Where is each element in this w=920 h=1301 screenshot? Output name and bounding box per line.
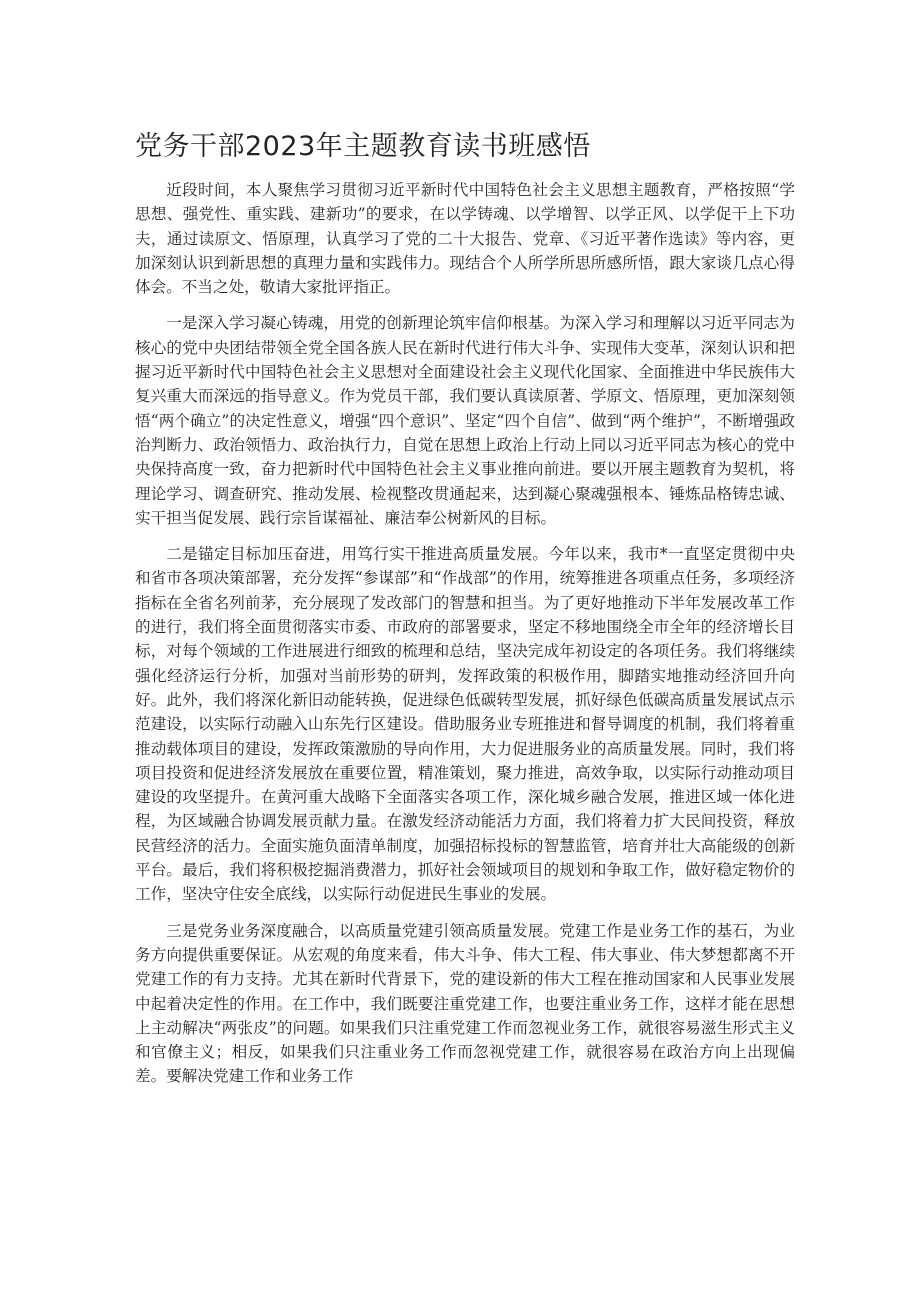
document-body	[135, 178, 795, 1101]
paragraph-point-one: 一是深入学习凝心铸魂，用党的创新理论筑牢信仰根基。为深入学习和理解以习近平同志为核心的党中央团结带领全党全国各族人民在新时代进行伟大斗争、实现伟大变革，深刻认识和把握习近平新时代中国特色社会主义思想对全面建设社会主义现代化国家、全面推进中华民族伟大复兴重大而深远的指导意义。作为党员干部，我们要认真读原著、学原文、悟原理，更加深刻领悟“两个确立”的决定性意义，增强“四个意识”、坚定“四个自信”、做到“两个维护”，不断增强政治判断力、政治领悟力、政治执行力，自觉在思想上政治上行动上同以习近平同志为核心的党中央保持高度一致，奋力把新时代中国特色社会主义事业推向前进。要以开展主题教育为契机，将理论学习、调查研究、推动发展、检视整改贯通起来，达到凝心聚魂强根本、锤炼品格铸忠诚、实干担当促发展、践行宗旨谋福祉、廉洁奉公树新风的目标。	[135, 314, 795, 527]
paragraph-intro: 近段时间，本人聚焦学习贯彻习近平新时代中国特色社会主义思想主题教育，严格按照“学思想、强党性、重实践、建新功”的要求，在以学铸魂、以学增智、以学正风、以学促干上下功夫，通过读原文、悟原理，认真学习了党的二十大报告、党章、《习近平著作选读》等内容，更加深刻认识到新思想的真理力量和实践伟力。现结合个人所学所思所感所悟，跟大家谈几点心得体会。不当之处，敬请大家批评指正。	[135, 181, 795, 297]
document-title: 党务干部2023年主题教育读书班感悟	[135, 131, 591, 162]
paragraph-point-two: 二是锚定目标加压奋进，用笃行实干推进高质量发展。今年以来，我市*一直坚定贯彻中央和省市各项决策部署，充分发挥“参谋部”和“作战部”的作用，统筹推进各项重点任务，多项经济指标在全省名列前茅，充分展现了发改部门的智慧和担当。为了更好地推动下半年发展改革工作的进行，我们将全面贯彻落实市委、市政府的部署要求，坚定不移地围绕全市全年的经济增长目标，对每个领域的工作进展进行细致的梳理和总结，坚决完成年初设定的各项任务。我们将继续强化经济运行分析，加强对当前形势的研判，发挥政策的积极作用，脚踏实地推动经济回升向好。此外，我们将深化新旧动能转换，促进绿色低碳转型发展，抓好绿色低碳高质量发展试点示范建设，以实际行动融入山东先行区建设。借助服务业专班推进和督导调度的机制，我们将着重推动载体项目的建设，发挥政策激励的导向作用，大力促进服务业的高质量发展。同时，我们将项目投资和促进经济发展放在重要位置，精准策划，聚力推进，高效争取，以实际行动推动项目建设的攻坚提升。在黄河重大战略下全面落实各项工作，深化城乡融合发展，推进区域一体化进程，为区域融合协调发展贡献力量。在激发经济动能活力方面，我们将着力扩大民间投资，释放民营经济的活力。全面实施负面清单制度，加强招标投标的智慧监管，培育并壮大高能级的创新平台。最后，我们将积极挖掘消费潜力，抓好社会领域项目的规划和争取工作，做好稳定物价的工作，坚决守住安全底线，以实际行动促进民生事业的发展。	[135, 545, 795, 904]
paragraph-point-three: 三是党务业务深度融合，以高质量党建引领高质量发展。党建工作是业务工作的基石，为业务方向提供重要保证。从宏观的角度来看，伟大斗争、伟大工程、伟大事业、伟大梦想都离不开党建工作的有力支持。尤其在新时代背景下，党的建设新的伟大工程在推动国家和人民事业发展中起着决定性的作用。在工作中，我们既要注重党建工作，也要注重业务工作，这样才能在思想上主动解决“两张皮”的问题。如果我们只注重党建工作而忽视业务工作，就很容易滋生形式主义和官僚主义；相反，如果我们只注重业务工作而忽视党建工作，就很容易在政治方向上出现偏差。要解决党建工作和业务工作	[135, 921, 795, 1086]
